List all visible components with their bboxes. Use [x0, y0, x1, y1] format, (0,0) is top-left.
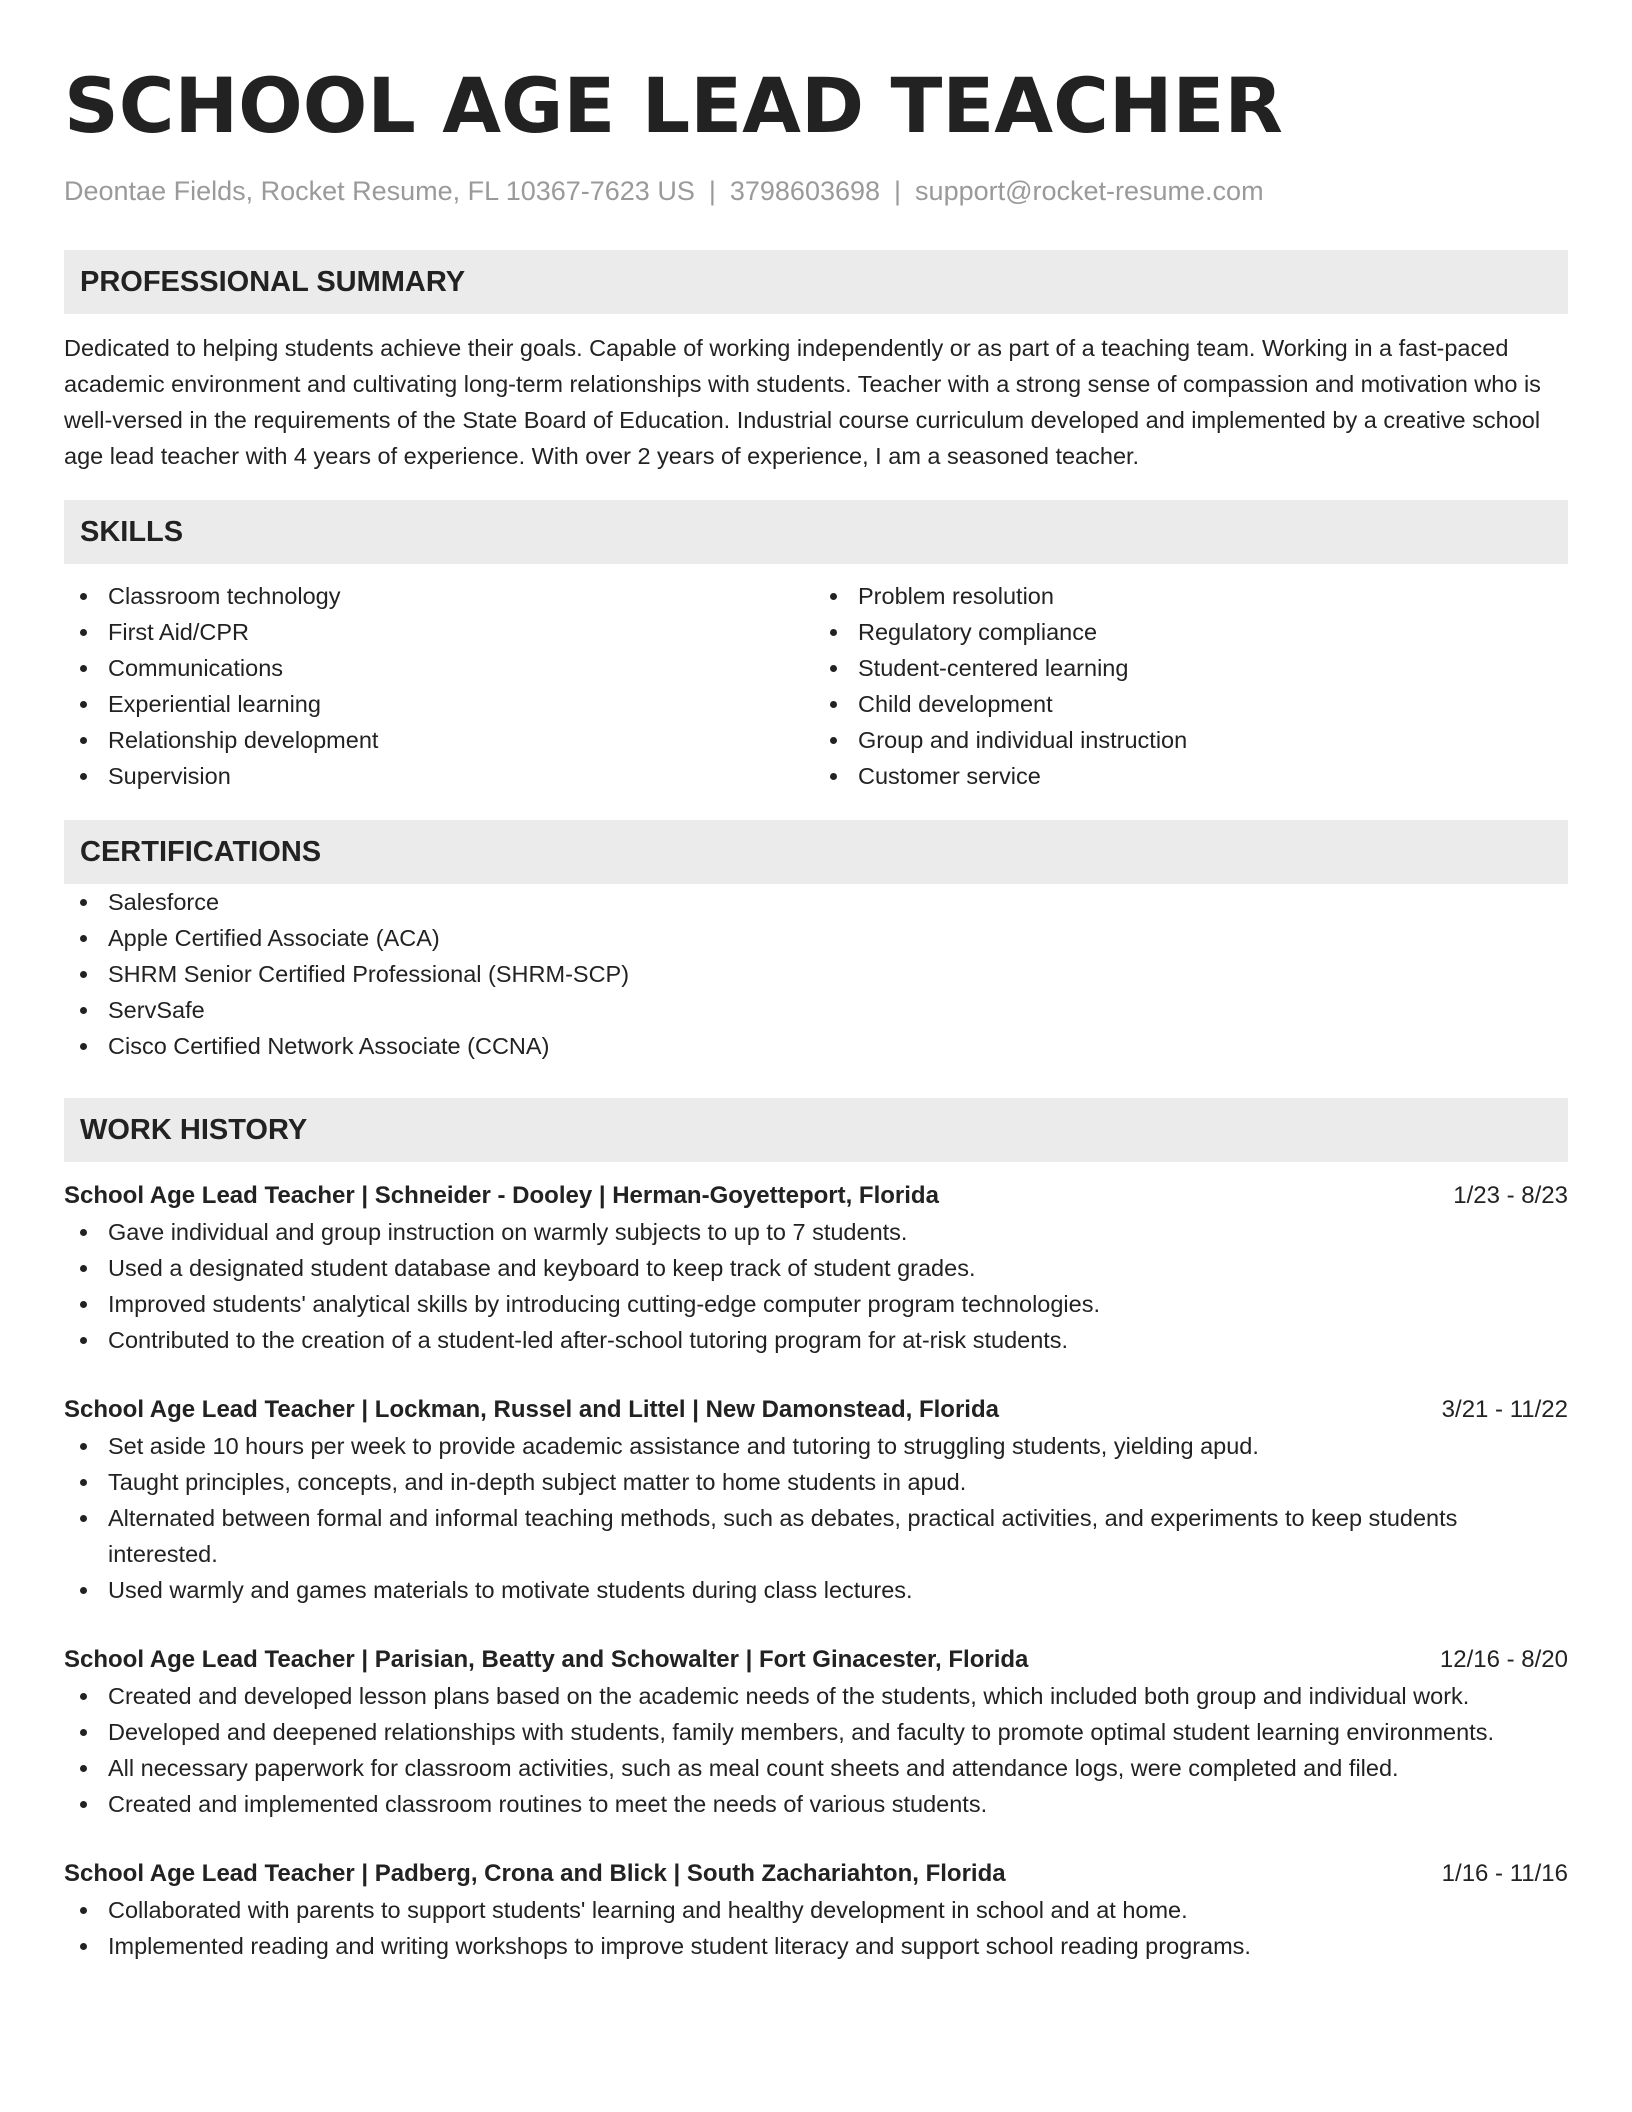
skills-column-left: [64, 578, 816, 794]
skill-item: Problem resolution: [814, 578, 1566, 614]
job-dates: 1/23 - 8/23: [1453, 1182, 1568, 1209]
certifications-list: [64, 884, 1568, 1064]
section-heading-summary: PROFESSIONAL SUMMARY: [64, 250, 1568, 314]
job-entry: [64, 1392, 1568, 1608]
skill-item: Communications: [64, 650, 816, 686]
job-bullet: Improved students' analytical skills by introducing cutting-edge computer program technologies.: [64, 1286, 1568, 1322]
skill-item: Supervision: [64, 758, 816, 794]
job-bullets: [64, 1428, 1568, 1608]
job-bullet: Implemented reading and writing workshops to improve student literacy and support school reading programs.: [64, 1928, 1568, 1964]
certification-item: SHRM Senior Certified Professional (SHRM-SCP): [64, 956, 1568, 992]
certification-item: Cisco Certified Network Associate (CCNA): [64, 1028, 1568, 1064]
certification-item: ServSafe: [64, 992, 1568, 1028]
section-heading-work-history: WORK HISTORY: [64, 1098, 1568, 1162]
contact-email: support@rocket-resume.com: [915, 176, 1264, 206]
skill-item: Student-centered learning: [814, 650, 1566, 686]
job-dates: 1/16 - 11/16: [1441, 1860, 1568, 1887]
job-bullet: Developed and deepened relationships with students, family members, and faculty to promote optimal student learning environments.: [64, 1714, 1568, 1750]
job-bullet: Set aside 10 hours per week to provide academic assistance and tutoring to struggling students, yielding apud.: [64, 1428, 1568, 1464]
job-entry: [64, 1642, 1568, 1822]
job-bullet: All necessary paperwork for classroom activities, such as meal count sheets and attendance logs, were completed and filed.: [64, 1750, 1568, 1786]
job-bullets: [64, 1214, 1568, 1358]
job-dates: 3/21 - 11/22: [1441, 1396, 1568, 1423]
skills-column-right: [814, 578, 1566, 794]
job-header: [64, 1392, 1568, 1428]
job-header: [64, 1856, 1568, 1892]
job-title: School Age Lead Teacher | Schneider - Dooley | Herman-Goyetteport, Florida: [64, 1182, 939, 1209]
resume-title: SCHOOL AGE LEAD TEACHER: [64, 61, 1283, 150]
skill-item: Child development: [814, 686, 1566, 722]
job-entry: [64, 1856, 1568, 1964]
job-bullet: Used warmly and games materials to motivate students during class lectures.: [64, 1572, 1568, 1608]
skill-item: Relationship development: [64, 722, 816, 758]
job-dates: 12/16 - 8/20: [1439, 1646, 1568, 1673]
skill-item: First Aid/CPR: [64, 614, 816, 650]
skill-item: Group and individual instruction: [814, 722, 1566, 758]
job-bullets: [64, 1892, 1568, 1964]
job-bullet: Collaborated with parents to support students' learning and healthy development in school and at home.: [64, 1892, 1568, 1928]
section-heading-skills: SKILLS: [64, 500, 1568, 564]
contact-line: [64, 172, 1568, 210]
certification-item: Apple Certified Associate (ACA): [64, 920, 1568, 956]
skill-item: Customer service: [814, 758, 1566, 794]
job-bullet: Alternated between formal and informal teaching methods, such as debates, practical activities, and experiments to keep students interested.: [64, 1500, 1568, 1572]
job-bullets: [64, 1678, 1568, 1822]
job-header: [64, 1178, 1568, 1214]
skills-grid: [64, 578, 1568, 794]
skill-item: Experiential learning: [64, 686, 816, 722]
contact-separator: |: [708, 176, 716, 206]
job-bullet: Used a designated student database and keyboard to keep track of student grades.: [64, 1250, 1568, 1286]
skill-item: Classroom technology: [64, 578, 816, 614]
job-title: School Age Lead Teacher | Lockman, Russel and Littel | New Damonstead, Florida: [64, 1396, 999, 1423]
summary-text: Dedicated to helping students achieve their goals. Capable of working independently or as part of a teaching team. Working in a fast-paced academic environment and cultivating long-term relationships with students. Teacher with a strong sense of compassion and motivation who is well-versed in the requirements of the State Board of Education. Industrial course curriculum developed and implemented by a creative school age lead teacher with 4 years of experience. With over 2 years of experience, I am a seasoned teacher.: [64, 335, 1541, 469]
job-title: School Age Lead Teacher | Padberg, Crona and Blick | South Zachariahton, Florida: [64, 1860, 1006, 1887]
job-bullet: Created and implemented classroom routines to meet the needs of various students.: [64, 1786, 1568, 1822]
job-header: [64, 1642, 1568, 1678]
contact-separator: |: [894, 176, 902, 206]
job-bullet: Contributed to the creation of a student-led after-school tutoring program for at-risk students.: [64, 1322, 1568, 1358]
contact-address: Deontae Fields, Rocket Resume, FL 10367-7623 US: [64, 176, 695, 206]
job-bullet: Taught principles, concepts, and in-depth subject matter to home students in apud.: [64, 1464, 1568, 1500]
job-entry: [64, 1178, 1568, 1358]
skill-item: Regulatory compliance: [814, 614, 1566, 650]
job-title: School Age Lead Teacher | Parisian, Beatty and Schowalter | Fort Ginacester, Florida: [64, 1646, 1029, 1673]
certification-item: Salesforce: [64, 884, 1568, 920]
section-heading-certifications: CERTIFICATIONS: [64, 820, 1568, 884]
contact-phone: 3798603698: [729, 176, 881, 206]
job-bullet: Gave individual and group instruction on warmly subjects to up to 7 students.: [64, 1214, 1568, 1250]
job-bullet: Created and developed lesson plans based on the academic needs of the students, which included both group and individual work.: [64, 1678, 1568, 1714]
